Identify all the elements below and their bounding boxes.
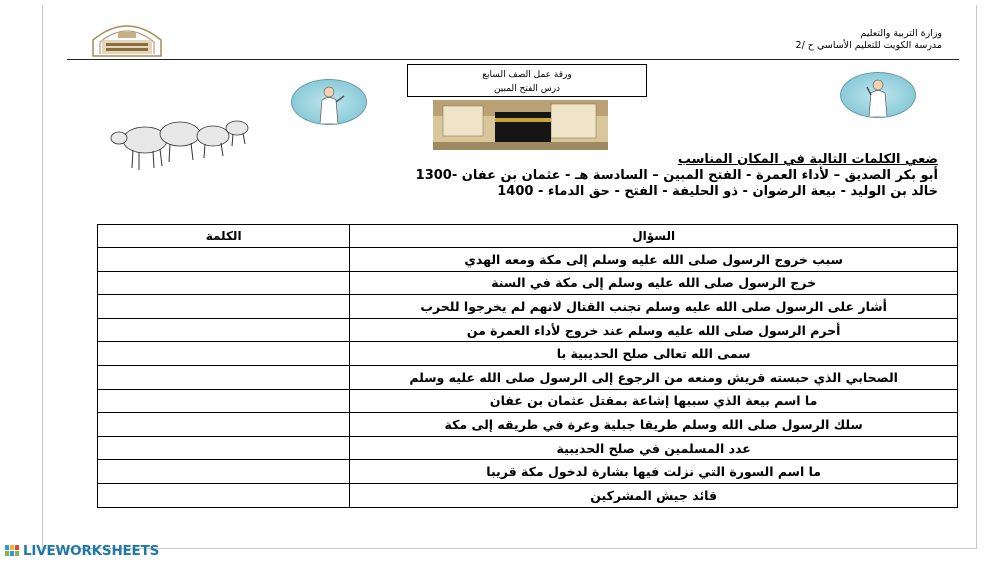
table-row xyxy=(98,318,958,342)
answer-cell[interactable] xyxy=(98,342,350,366)
question-cell: أشار على الرسول صلى الله عليه وسلم تجنب القتال لانهم لم يخرجوا للحرب xyxy=(350,295,958,319)
answer-cell[interactable] xyxy=(98,248,350,272)
answer-cell[interactable] xyxy=(98,413,350,437)
answer-cell[interactable] xyxy=(98,483,350,507)
question-column-header: السؤال xyxy=(350,225,958,248)
kaaba-image xyxy=(433,100,608,150)
header-text xyxy=(682,28,942,52)
question-cell: عدد المسلمين في صلح الحديبية xyxy=(350,436,958,460)
instructions-title: ضعي الكلمات التالية في المكان المناسب xyxy=(677,152,938,167)
liveworksheets-text: LIVEWORKSHEETS xyxy=(23,543,160,559)
school-name: مدرسة الكويت للتعليم الأساسي ح /2 xyxy=(795,40,942,51)
answer-cell[interactable] xyxy=(98,271,350,295)
worksheet-grade: ورقة عمل الصف السابع xyxy=(482,70,572,80)
praying-figure-left-image xyxy=(291,79,367,125)
table-row xyxy=(98,483,958,507)
word-column-header: الكلمة xyxy=(98,225,350,248)
question-cell: أحرم الرسول صلى الله عليه وسلم عند خروج لأداء العمرة من xyxy=(350,318,958,342)
ministry-name: وزارة التربية والتعليم xyxy=(860,28,942,39)
liveworksheets-grid-icon xyxy=(5,545,21,557)
header-divider xyxy=(67,59,959,60)
word-bank-line-2: خالد بن الوليد - بيعة الرضوان - ذو الحليفة - الفتح - حق الدماء - 1400 xyxy=(497,184,938,199)
worksheet-title-box xyxy=(407,64,647,97)
school-logo xyxy=(88,18,166,58)
praying-figure-right-image xyxy=(840,72,916,118)
liveworksheets-logo[interactable] xyxy=(5,543,159,559)
question-cell: سبب خروج الرسول صلى الله عليه وسلم إلى مكة ومعه الهدي xyxy=(350,248,958,272)
question-cell: ما اسم السورة التي نزلت فيها بشارة لدخول مكة قريبا xyxy=(350,460,958,484)
table-row xyxy=(98,342,958,366)
word-bank-line-1: أبو بكر الصديق – لأداء العمرة - الفتح المبين – السادسة هـ - عثمان بن عفان -1300 xyxy=(415,168,938,183)
table-row xyxy=(98,295,958,319)
answer-cell[interactable] xyxy=(98,295,350,319)
question-cell: سلك الرسول صلى الله وسلم طريقا جبلية وعرة في طريقه إلى مكة xyxy=(350,413,958,437)
answer-cell[interactable] xyxy=(98,436,350,460)
table-row xyxy=(98,389,958,413)
instructions-block xyxy=(318,152,938,200)
question-cell: ما اسم بيعة الذي سببها إشاعة بمقتل عثمان بن عفان xyxy=(350,389,958,413)
worksheet-table xyxy=(97,224,958,508)
table-row xyxy=(98,413,958,437)
question-cell: قائد جيش المشركين xyxy=(350,483,958,507)
table-row xyxy=(98,460,958,484)
lesson-title: درس الفتح المبين xyxy=(493,84,561,94)
answer-cell[interactable] xyxy=(98,389,350,413)
table-row xyxy=(98,365,958,389)
answer-cell[interactable] xyxy=(98,365,350,389)
table-header-row xyxy=(98,225,958,248)
table-row xyxy=(98,436,958,460)
question-cell: سمى الله تعالى صلح الحديبية با xyxy=(350,342,958,366)
answer-cell[interactable] xyxy=(98,460,350,484)
question-cell: الصحابي الذي حبسته قريش ومنعه من الرجوع إلى الرسول صلى الله عليه وسلم xyxy=(350,365,958,389)
sheep-herd-image xyxy=(105,110,255,180)
table-row xyxy=(98,271,958,295)
question-cell: خرج الرسول صلى الله عليه وسلم إلى مكة في السنة xyxy=(350,271,958,295)
table-row xyxy=(98,248,958,272)
answer-cell[interactable] xyxy=(98,318,350,342)
